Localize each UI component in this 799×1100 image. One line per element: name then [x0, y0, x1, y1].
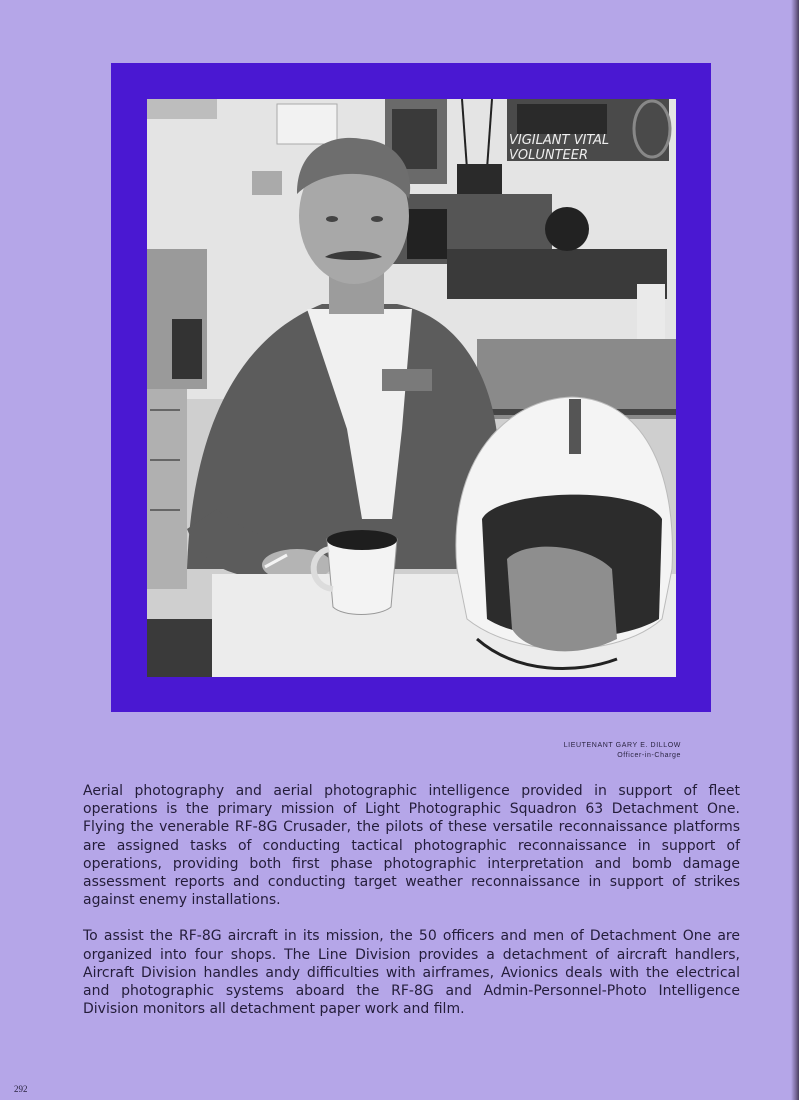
poster-text-line1: VIGILANT VITAL	[509, 133, 610, 148]
page-edge-shadow	[791, 0, 799, 1100]
body-paragraph-1: Aerial photography and aerial photographic intelligence provided in support of fleet operations is the primary mission of Light Photographic Squadron 63 Detachment One. Flying the venerable RF-8G Crusader, the pilots of these versatile reconnaissance platforms are assigned tasks of conducting tactical photographic reconnaissance in support of operations, providing both first phase photographic interpretation and bomb damage assessment reports and conducting target weather reconnaissance in support of strikes against enemy installations.	[83, 783, 740, 909]
caption-name: LIEUTENANT GARY E. DILLOW	[563, 742, 681, 749]
poster-text-line2: VOLUNTEER	[509, 148, 589, 163]
page-number: 292	[14, 1084, 28, 1094]
portrait-photo	[147, 99, 676, 677]
photo-illustration	[147, 99, 676, 677]
body-paragraph-2: To assist the RF-8G aircraft in its mission, the 50 officers and men of Detachment One are organized into four shops. The Line Division provides a detachment of aircraft handlers, Aircraft Division handles andy difficulties with airframes, Avionics deals with the electrical and photographic systems aboard the RF-8G and Admin-Personnel-Photo Intelligence Division monitors all detachment paper work and film.	[83, 928, 740, 1018]
caption-title: Officer-in-Charge	[617, 752, 681, 759]
photo-frame	[111, 63, 711, 712]
article-body	[83, 782, 740, 1036]
photo-caption	[564, 741, 681, 761]
